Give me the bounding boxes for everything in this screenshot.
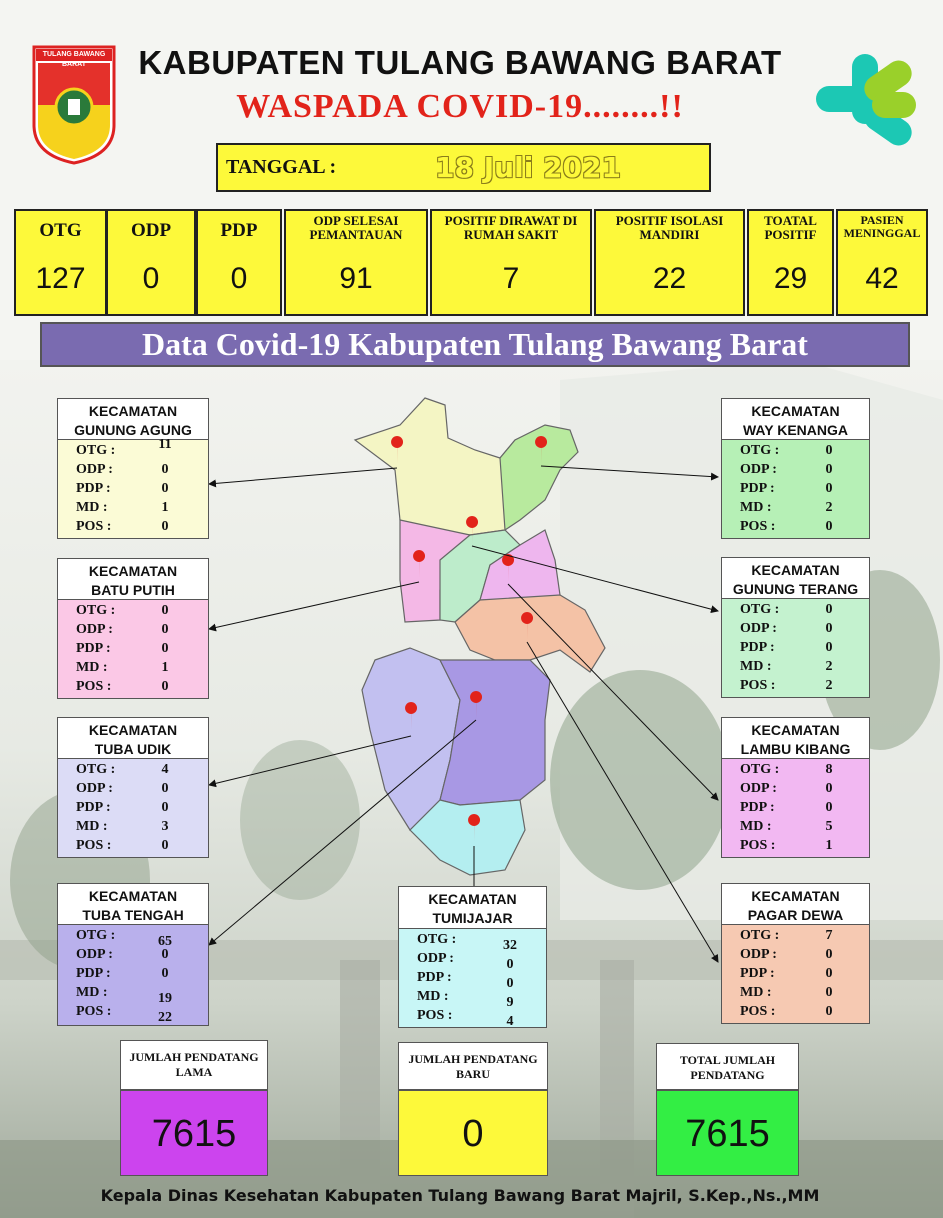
field-label: MD : — [740, 500, 772, 515]
field-value: 19 — [158, 991, 172, 1006]
field-label: PDP : — [76, 481, 111, 496]
row-odp — [722, 947, 869, 966]
field-value: 1 — [161, 500, 169, 515]
row-pos — [722, 1004, 869, 1023]
field-label: ODP : — [76, 462, 113, 477]
page-title: KABUPATEN TULANG BAWANG BARAT — [138, 44, 782, 81]
field-label: POS : — [76, 519, 112, 534]
kecamatan-title: KECAMATAN — [428, 891, 517, 907]
kecamatan-name: LAMBU KIBANG — [740, 741, 851, 757]
field-value: 0 — [161, 781, 169, 796]
field-value: 32 — [503, 938, 517, 953]
stat-label: ODP — [130, 220, 172, 241]
field-value: 2 — [825, 678, 833, 693]
row-otg — [58, 762, 208, 781]
row-pdp — [722, 966, 869, 985]
field-value: 9 — [506, 995, 514, 1010]
field-value: 22 — [158, 1010, 172, 1025]
field-value: 0 — [161, 838, 169, 853]
field-value: 0 — [825, 781, 833, 796]
row-pdp — [399, 970, 546, 989]
kecamatan-header — [721, 717, 870, 758]
row-odp — [722, 462, 869, 481]
row-otg — [58, 437, 208, 462]
row-pdp — [58, 966, 208, 985]
row-md — [399, 989, 546, 1008]
field-label: OTG : — [740, 443, 780, 458]
row-pos — [58, 679, 208, 698]
row-otg — [58, 928, 208, 947]
row-otg — [722, 928, 869, 947]
field-label: PDP : — [76, 800, 111, 815]
kecamatan-header — [57, 558, 209, 599]
field-label: MD : — [76, 500, 108, 515]
field-label: POS : — [76, 1004, 112, 1019]
kecamatan-header — [57, 717, 209, 758]
field-value: 3 — [161, 819, 169, 834]
field-label: PDP : — [417, 970, 452, 985]
field-value: 11 — [158, 437, 172, 452]
field-value: 0 — [825, 640, 833, 655]
total-label-baru: JUMLAH PENDATANG BARU — [398, 1042, 548, 1090]
field-label: OTG : — [76, 443, 116, 458]
stat-label: PDP — [220, 220, 258, 241]
kecamatan-name: GUNUNG TERANG — [732, 581, 859, 597]
kecamatan-name: TUBA UDIK — [94, 741, 172, 757]
field-value: 0 — [825, 519, 833, 534]
field-value: 0 — [161, 641, 169, 656]
row-pos — [722, 519, 869, 538]
row-pos — [58, 519, 208, 538]
field-value: 0 — [506, 957, 514, 972]
field-value: 0 — [825, 481, 833, 496]
stat-value: 42 — [865, 262, 899, 295]
field-value: 0 — [825, 443, 833, 458]
field-value: 0 — [161, 462, 169, 477]
row-pdp — [722, 800, 869, 819]
field-value: 8 — [825, 762, 833, 777]
field-label: OTG : — [740, 928, 780, 943]
date-value: 18 Juli 2021 — [435, 151, 621, 184]
row-otg — [58, 603, 208, 622]
stat-value: 22 — [652, 262, 687, 295]
row-odp — [58, 622, 208, 641]
row-md — [722, 819, 869, 838]
field-label: POS : — [740, 838, 776, 853]
kecamatan-title: KECAMATAN — [751, 888, 840, 904]
kecamatan-title: KECAMATAN — [751, 722, 840, 738]
row-pdp — [58, 800, 208, 819]
field-value: 65 — [158, 934, 172, 949]
field-value: 4 — [506, 1014, 514, 1029]
kecamatan-header — [398, 886, 547, 928]
field-value: 0 — [161, 622, 169, 637]
kecamatan-header — [721, 398, 870, 439]
row-odp — [722, 621, 869, 640]
field-label: POS : — [740, 1004, 776, 1019]
row-otg — [722, 443, 869, 462]
row-pdp — [722, 481, 869, 500]
section-banner: Data Covid-19 Kabupaten Tulang Bawang Barat — [40, 322, 910, 367]
row-otg — [722, 762, 869, 781]
field-value: 0 — [825, 947, 833, 962]
field-value: 0 — [161, 519, 169, 534]
row-md — [58, 819, 208, 838]
row-md — [722, 985, 869, 1004]
kecamatan-card-lambu-kibang — [721, 758, 870, 858]
kecamatan-header — [721, 557, 870, 598]
row-md — [722, 500, 869, 519]
region-tuba-tengah — [440, 660, 550, 805]
kecamatan-title: KECAMATAN — [751, 403, 840, 419]
field-label: POS : — [740, 678, 776, 693]
kecamatan-card-tuba-udik — [57, 758, 209, 858]
row-odp — [58, 947, 208, 966]
field-label: POS : — [76, 679, 112, 694]
row-odp — [722, 781, 869, 800]
kecamatan-name: PAGAR DEWA — [747, 907, 844, 923]
row-pos — [722, 838, 869, 857]
row-md — [58, 500, 208, 519]
kecamatan-card-batu-putih — [57, 599, 209, 699]
kecamatan-title: KECAMATAN — [88, 888, 178, 904]
kecamatan-name: TUBA TENGAH — [82, 907, 184, 923]
field-value: 5 — [825, 819, 833, 834]
field-value: 0 — [825, 462, 833, 477]
kecamatan-card-tumijajar — [398, 928, 547, 1028]
kecamatan-name: GUNUNG AGUNG — [74, 422, 192, 438]
field-label: MD : — [76, 819, 108, 834]
row-odp — [58, 781, 208, 800]
field-value: 4 — [161, 762, 169, 777]
field-label: MD : — [740, 819, 772, 834]
row-odp — [399, 951, 546, 970]
kecamatan-card-tuba-tengah — [57, 924, 209, 1026]
field-value: 0 — [161, 947, 169, 962]
field-label: ODP : — [740, 947, 777, 962]
field-value: 0 — [825, 602, 833, 617]
kecamatan-name: BATU PUTIH — [91, 582, 175, 598]
page-subtitle: WASPADA COVID-19........!! — [236, 88, 684, 125]
total-value-total: 7615 — [656, 1090, 799, 1176]
kecamatan-title: KECAMATAN — [88, 722, 178, 738]
kecamatan-header — [57, 398, 209, 439]
kecamatan-header — [57, 883, 209, 924]
row-odp — [58, 462, 208, 481]
stat-value: 29 — [773, 262, 808, 295]
kecamatan-card-pagar-dewa — [721, 924, 870, 1024]
row-pos — [399, 1008, 546, 1027]
total-label-lama: JUMLAH PENDATANG LAMA — [120, 1040, 268, 1090]
kecamatan-title: KECAMATAN — [751, 562, 840, 578]
field-label: ODP : — [417, 951, 454, 966]
field-value: 0 — [161, 966, 169, 981]
field-value: 0 — [161, 481, 169, 496]
row-pdp — [58, 641, 208, 660]
field-label: ODP : — [76, 622, 113, 637]
kecamatan-card-gunung-terang — [721, 598, 870, 698]
field-label: POS : — [76, 838, 112, 853]
field-value: 0 — [825, 621, 833, 636]
total-value-baru: 0 — [398, 1090, 548, 1176]
field-label: PDP : — [740, 640, 775, 655]
logo-text: TULANG BAWANG BARAT — [42, 51, 106, 68]
field-label: MD : — [76, 985, 108, 1000]
row-pdp — [722, 640, 869, 659]
stat-value: 7 — [502, 262, 520, 295]
field-label: MD : — [740, 985, 772, 1000]
field-label: ODP : — [740, 621, 777, 636]
field-label: PDP : — [76, 966, 111, 981]
row-pos — [722, 678, 869, 697]
stat-label: PASIEN MENINGGAL — [843, 213, 921, 240]
field-label: ODP : — [76, 947, 113, 962]
field-label: PDP : — [76, 641, 111, 656]
field-value: 1 — [825, 838, 833, 853]
stat-label: POSITIF ISOLASI MANDIRI — [615, 213, 724, 242]
field-value: 0 — [161, 603, 169, 618]
field-label: ODP : — [740, 781, 777, 796]
field-label: OTG : — [76, 603, 116, 618]
kecamatan-name: WAY KENANGA — [742, 422, 849, 438]
row-pos — [58, 838, 208, 857]
field-value: 0 — [161, 800, 169, 815]
stat-value: 0 — [230, 262, 248, 295]
row-pdp — [58, 481, 208, 500]
field-label: MD : — [76, 660, 108, 675]
field-label: PDP : — [740, 481, 775, 496]
field-value: 0 — [825, 966, 833, 981]
row-otg — [722, 602, 869, 621]
field-label: OTG : — [417, 932, 457, 947]
total-label-total: TOTAL JUMLAH PENDATANG — [656, 1043, 799, 1090]
stat-value: 91 — [339, 262, 373, 295]
field-value: 0 — [825, 985, 833, 1000]
field-value: 0 — [161, 679, 169, 694]
field-value: 2 — [825, 659, 833, 674]
row-pos — [58, 1004, 208, 1023]
row-md — [722, 659, 869, 678]
row-md — [58, 660, 208, 679]
kecamatan-card-gunung-agung — [57, 439, 209, 539]
kecamatan-card-way-kenanga — [721, 439, 870, 539]
stat-value: 0 — [142, 262, 160, 295]
kecamatan-name: TUMIJAJAR — [432, 910, 513, 926]
field-label: OTG : — [76, 928, 116, 943]
field-label: OTG : — [740, 762, 780, 777]
field-value: 0 — [825, 800, 833, 815]
field-label: MD : — [740, 659, 772, 674]
row-otg — [399, 932, 546, 951]
stat-label: OTG — [39, 220, 82, 241]
field-value: 0 — [506, 976, 514, 991]
field-value: 2 — [825, 500, 833, 515]
field-value: 7 — [825, 928, 833, 943]
stat-label: ODP SELESAI PEMANTAUAN — [309, 213, 403, 242]
field-label: OTG : — [76, 762, 116, 777]
footer-signature: Kepala Dinas Kesehatan Kabupaten Tulang Bawang Barat Majril, S.Kep.,Ns.,MM — [100, 1186, 820, 1205]
stat-label: POSITIF DIRAWAT DI RUMAH SAKIT — [444, 213, 578, 242]
field-label: ODP : — [740, 462, 777, 477]
kecamatan-title: KECAMATAN — [88, 403, 178, 419]
field-label: POS : — [740, 519, 776, 534]
field-value: 0 — [825, 1004, 833, 1019]
kecamatan-header — [721, 883, 870, 924]
field-label: OTG : — [740, 602, 780, 617]
row-md — [58, 985, 208, 1004]
field-value: 1 — [161, 660, 169, 675]
field-label: ODP : — [76, 781, 113, 796]
field-label: PDP : — [740, 800, 775, 815]
field-label: PDP : — [740, 966, 775, 981]
field-label: MD : — [417, 989, 449, 1004]
field-label: POS : — [417, 1008, 453, 1023]
date-label: TANGGAL : — [226, 156, 337, 178]
total-value-lama: 7615 — [120, 1090, 268, 1176]
kecamatan-title: KECAMATAN — [88, 563, 178, 579]
stat-value: 127 — [35, 262, 86, 295]
stat-label: TOATAL POSITIF — [764, 213, 817, 242]
